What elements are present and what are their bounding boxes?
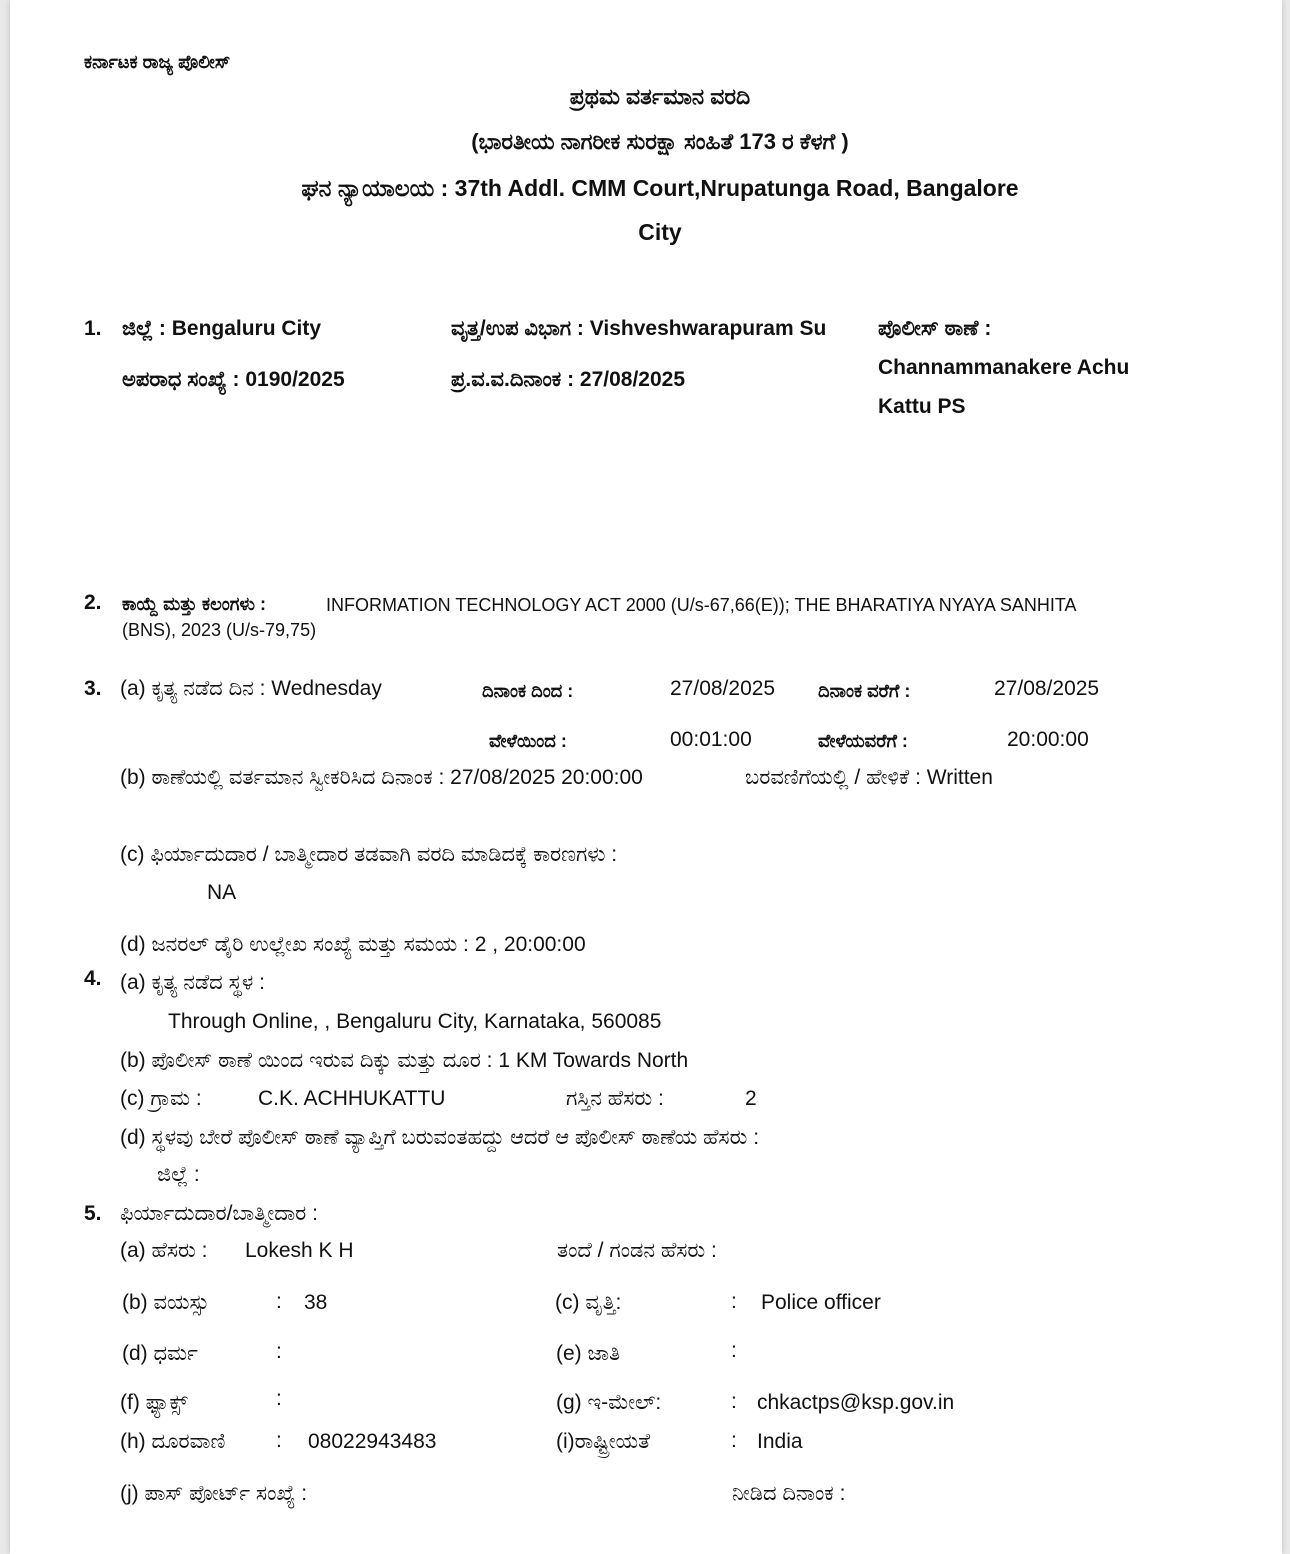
offence-day: (a) ಕೃತ್ಯ ನಡೆದ ದಿನ : Wednesday: [120, 677, 382, 700]
general-diary-ref: (d) ಜನರಲ್ ಡೈರಿ ಉಲ್ಲೇಖ ಸಂಖ್ಯೆ ಮತ್ತು ಸಮಯ : 2 , 20:00:00: [120, 933, 586, 956]
acts-line-2: (BNS), 2023 (U/s-79,75): [122, 620, 317, 640]
section-3-number: 3.: [84, 677, 102, 700]
place-label: (a) ಕೃತ್ಯ ನಡೆದ ಸ್ಥಳ :: [120, 971, 265, 994]
police-station-line-2: Kattu PS: [878, 395, 966, 418]
court-line-1: ಘನ ನ್ಯಾಯಾಲಯ : 37th Addl. CMM Court,Nrupatunga Road, Bangalore: [301, 175, 1019, 201]
beat-value: 2: [745, 1087, 757, 1110]
age-label: (b) ವಯಸ್ಸು: [122, 1291, 210, 1314]
document-title: ಪ್ರಥಮ ವರ್ತಮಾನ ವರದಿ: [569, 84, 751, 109]
received-at-station: (b) ಠಾಣೆಯಲ್ಲಿ ವರ್ತಮಾನ ಸ್ವೀಕರಿಸಿದ ದಿನಾಂಕ : 27/08/2025 20:00:00: [120, 766, 643, 789]
other-district-label: ಜಿಲ್ಲೆ :: [157, 1163, 200, 1186]
document-subtitle: (ಭಾರತೀಯ ನಾಗರೀಕ ಸುರಕ್ಷಾ ಸಂಹಿತೆ 173 ರ ಕೆಳಗೆ ): [471, 129, 849, 154]
father-husband-label: ತಂದೆ / ಗಂಡನ ಹೆಸರು :: [557, 1239, 717, 1262]
time-from: 00:01:00: [670, 728, 752, 751]
occupation-value: Police officer: [761, 1291, 881, 1314]
fax-label: (f) ಫ್ಯಾಕ್ಸ್: [120, 1391, 188, 1414]
other-station-label: (d) ಸ್ಥಳವು ಬೇರೆ ಪೊಲೀಸ್ ಠಾಣೆ ವ್ಯಾಪ್ತಿಗೆ ಬರುವಂತಹದ್ದು ಆದರೆ ಆ ಪೊಲೀಸ್ ಠಾಣೆಯ ಹೆಸರು :: [120, 1126, 760, 1149]
nationality-value: India: [757, 1430, 803, 1453]
time-from-label: ವೇಳೆಯಿಂದ :: [489, 731, 567, 751]
date-from: 27/08/2025: [670, 677, 776, 700]
caste-colon: :: [731, 1339, 737, 1362]
email-value: chkactps@ksp.gov.in: [757, 1391, 955, 1414]
time-to-label: ವೇಳೆಯವರೆಗೆ :: [818, 731, 908, 751]
place-value: Through Online, , Bengaluru City, Karnataka, 560085: [168, 1010, 662, 1033]
fir-date: ಪ್ರ.ವ.ವ.ದಿನಾಂಕ : 27/08/2025: [451, 368, 686, 391]
village-label: (c) ಗ್ರಾಮ :: [120, 1087, 202, 1110]
phone-colon: :: [276, 1429, 282, 1452]
section-4-number: 4.: [84, 967, 102, 990]
phone-value: 08022943483: [308, 1430, 437, 1453]
nationality-colon: :: [731, 1429, 737, 1452]
caste-label: (e) ಜಾತಿ: [556, 1342, 621, 1365]
email-label: (g) ಇ-ಮೇಲ್:: [556, 1391, 662, 1414]
date-to-label: ದಿನಾಂಕ ವರೆಗೆ :: [818, 681, 911, 701]
religion-colon: :: [276, 1340, 282, 1363]
section-2-number: 2.: [84, 591, 102, 614]
crime-number: ಅಪರಾಧ ಸಂಖ್ಯೆ : 0190/2025: [122, 368, 345, 391]
section-1-number: 1.: [84, 317, 102, 340]
village-value: C.K. ACHHUKATTU: [258, 1087, 446, 1110]
age-value: 38: [304, 1291, 328, 1314]
delay-reason-value: NA: [207, 881, 237, 904]
phone-label: (h) ದೂರವಾಣಿ: [120, 1430, 226, 1453]
occupation-colon: :: [731, 1290, 737, 1313]
passport-issued-label: ನೀಡಿದ ದಿನಾಂಕ :: [732, 1482, 846, 1505]
age-colon: :: [276, 1290, 282, 1313]
complainant-label: ಫಿರ್ಯಾದುದಾರ/ಬಾತ್ಮೀದಾರ :: [120, 1202, 318, 1225]
nationality-label: (i)ರಾಷ್ಟ್ರೀಯತೆ: [556, 1430, 651, 1453]
acts-line-1: INFORMATION TECHNOLOGY ACT 2000 (U/s-67,66(E)); THE BHARATIYA NYAYA SANHITA: [326, 595, 1077, 615]
section-5-number: 5.: [84, 1202, 102, 1225]
name-label: (a) ಹೆಸರು :: [120, 1239, 208, 1262]
name-value: Lokesh K H: [245, 1239, 354, 1262]
email-colon: :: [731, 1390, 737, 1413]
court-line-2: City: [638, 219, 682, 245]
passport-label: (j) ಪಾಸ್ ಪೋರ್ಟ್ ಸಂಖ್ಯೆ :: [120, 1482, 308, 1505]
direction-distance: (b) ಪೊಲೀಸ್ ಠಾಣೆ ಯಿಂದ ಇರುವ ದಿಕ್ಕು ಮತ್ತು ದೂರ : 1 KM Towards North: [120, 1049, 689, 1072]
police-station-line-1: Channammanakere Achu: [878, 356, 1130, 379]
org-name: ಕರ್ನಾಟಕ ರಾಜ್ಯ ಪೊಲೀಸ್: [84, 52, 231, 72]
religion-label: (d) ಧರ್ಮ: [122, 1342, 198, 1365]
police-station-label: ಪೊಲೀಸ್ ಠಾಣೆ :: [878, 317, 992, 340]
report-mode: ಬರವಣಿಗೆಯಲ್ಲಿ / ಹೇಳಿಕೆ : Written: [745, 766, 993, 789]
acts-label: ಕಾಯ್ದೆ ಮತ್ತು ಕಲಂಗಳು :: [122, 594, 266, 614]
circle-subdivision: ವೃತ್ತ/ಉಪ ವಿಭಾಗ : Vishveshwarapuram Su: [451, 317, 827, 340]
fax-colon: :: [276, 1387, 282, 1410]
occupation-label: (c) ವೃತ್ತಿ:: [555, 1291, 622, 1314]
date-to: 27/08/2025: [994, 677, 1100, 700]
time-to: 20:00:00: [1007, 728, 1089, 751]
delay-reason-label: (c) ಫಿರ್ಯಾದುದಾರ / ಬಾತ್ಮೀದಾರ ತಡವಾಗಿ ವರದಿ ಮಾಡಿದಕ್ಕೆ ಕಾರಣಗಳು :: [120, 843, 618, 866]
date-from-label: ದಿನಾಂಕ ದಿಂದ :: [482, 681, 574, 701]
district: ಜಿಲ್ಲೆ : Bengaluru City: [122, 317, 322, 340]
beat-label: ಗಸ್ತಿನ ಹೆಸರು :: [566, 1087, 664, 1110]
